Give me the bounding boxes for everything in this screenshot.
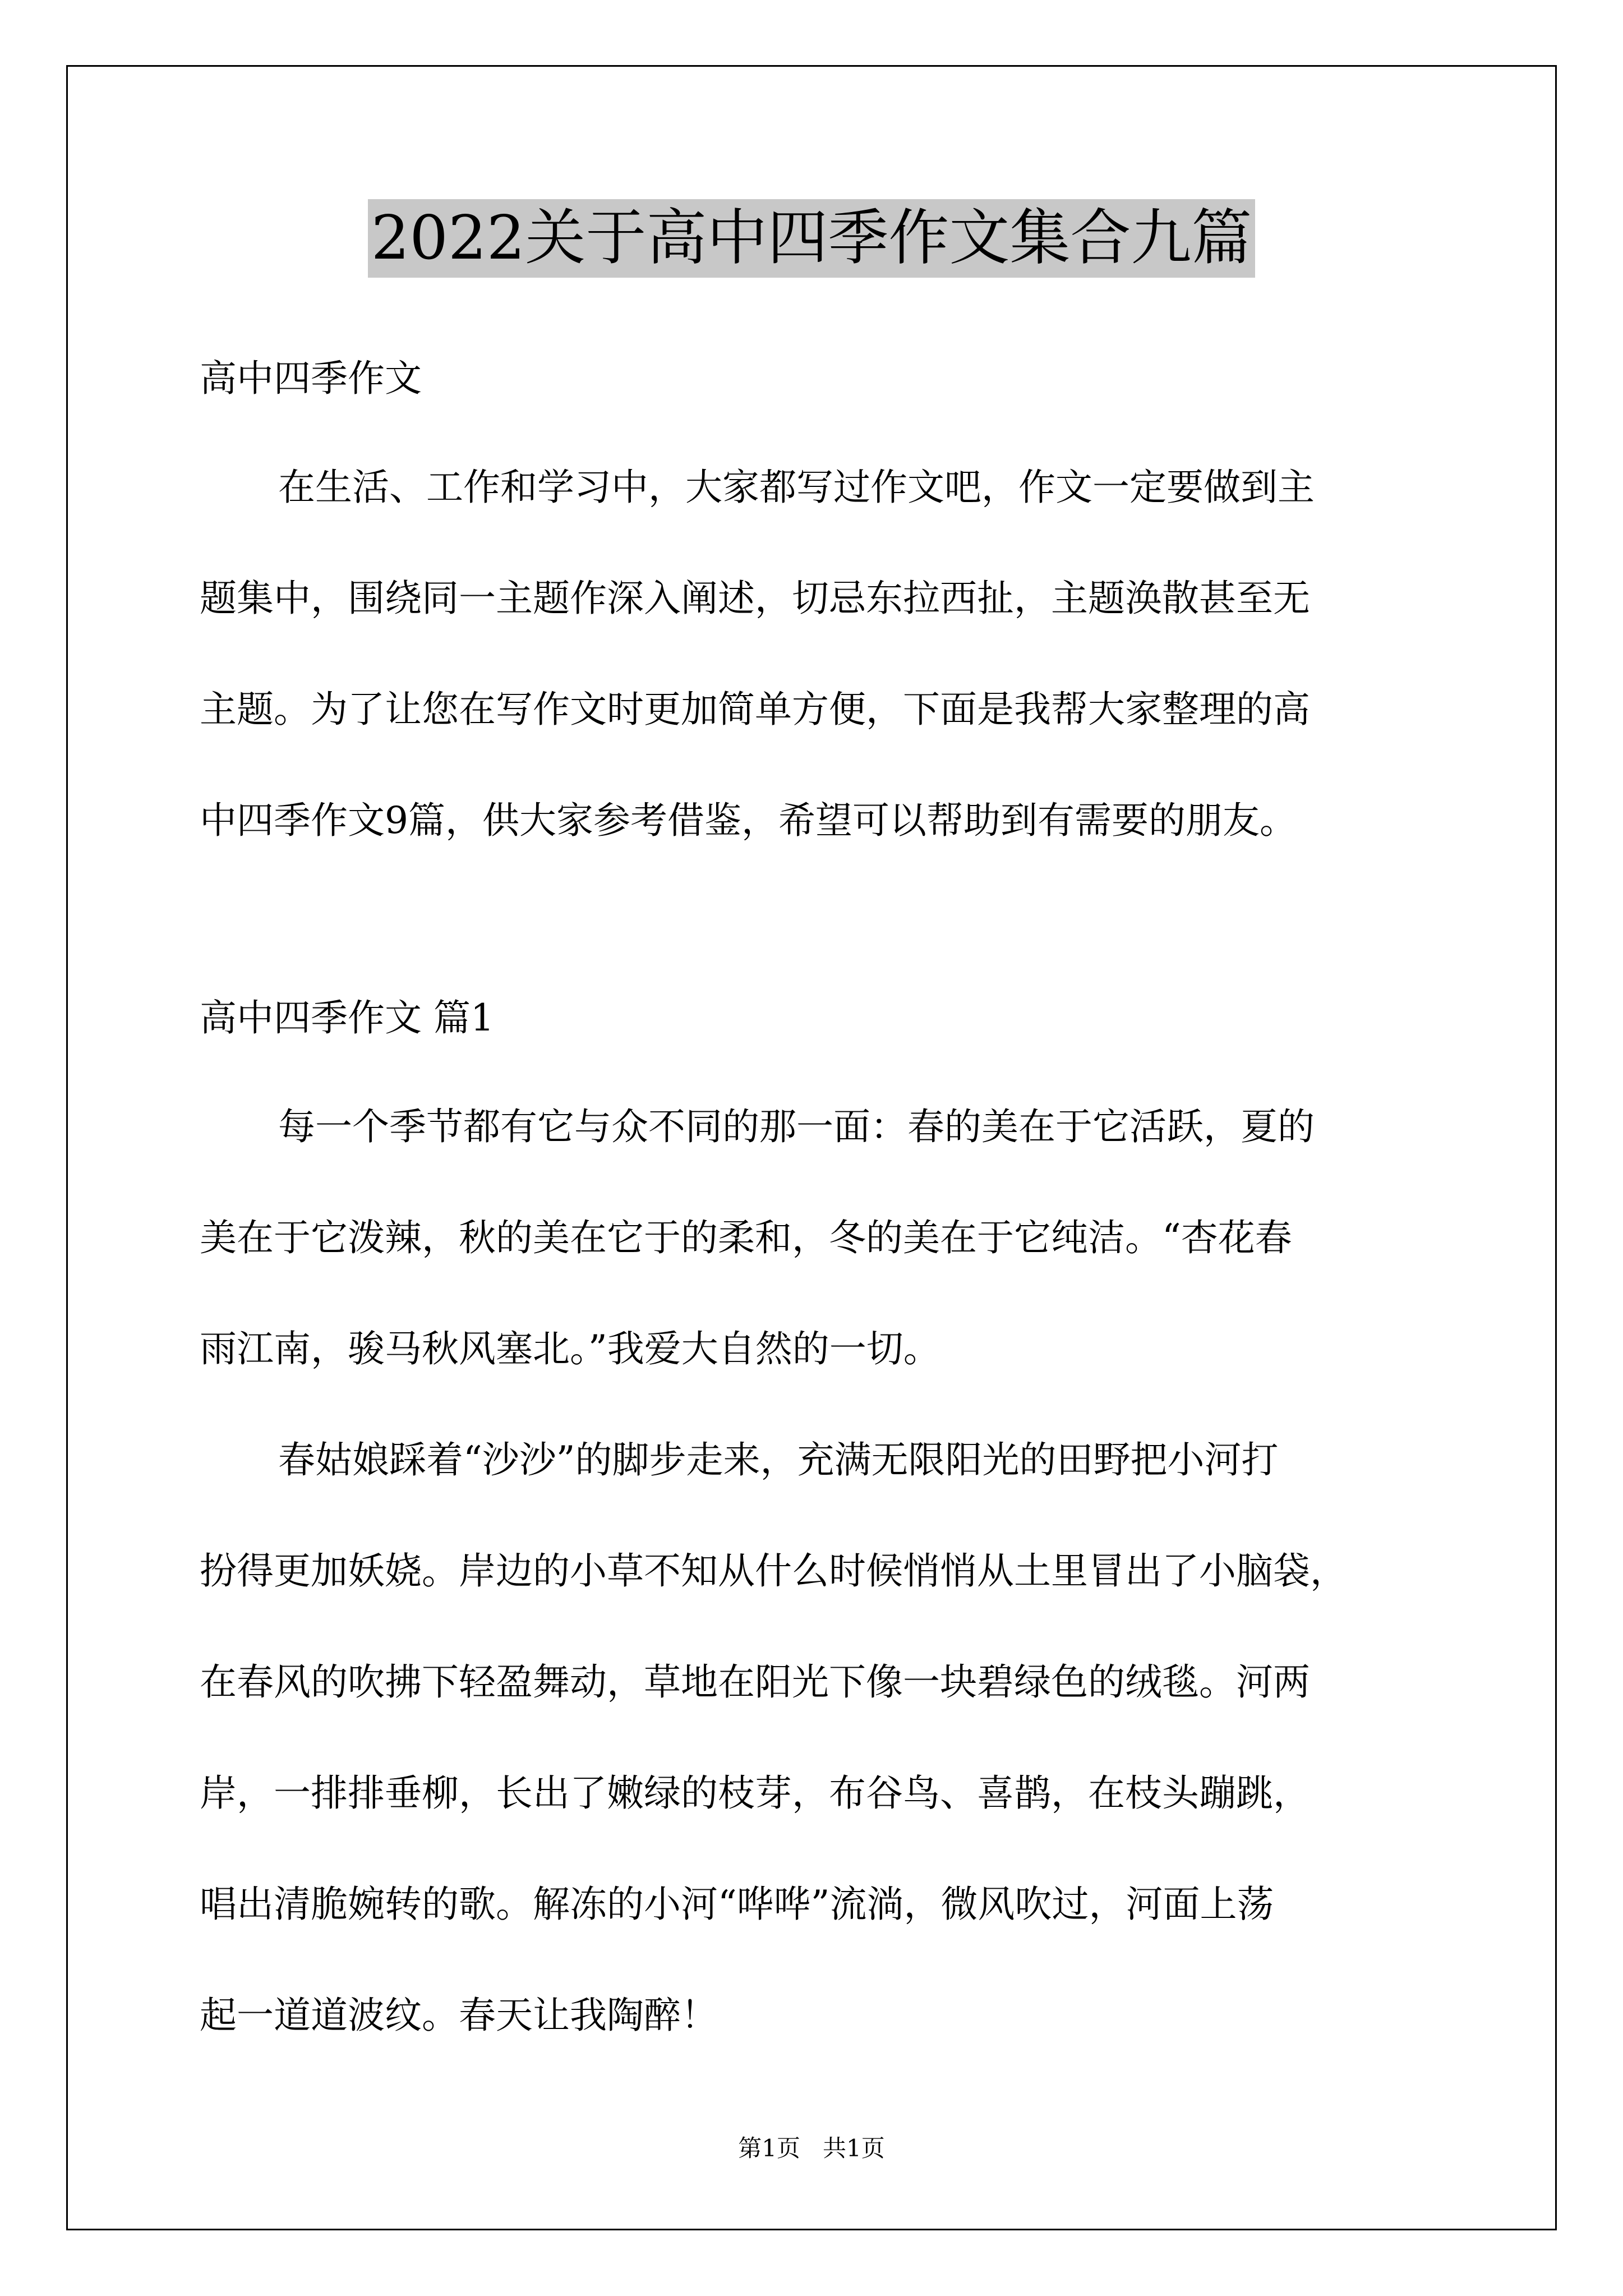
paragraph-line: 起一道道波纹。春天让我陶醉！ (200, 1994, 718, 2037)
paragraph-line: 美在于它泼辣，秋的美在它于的柔和，冬的美在于它纯洁。“杏花春 (200, 1216, 1292, 1259)
essay-1-paragraph-1 (200, 1071, 1433, 1405)
page-number-footer: 第1页 共1页 (738, 2134, 885, 2162)
section-heading-essay-1: 高中四季作文 篇1 (200, 996, 494, 1039)
essay-1-paragraph-2 (200, 1405, 1433, 2071)
intro-paragraph (200, 432, 1433, 876)
paragraph-line: 主题。为了让您在写作文时更加简单方便，下面是我帮大家整理的高 (200, 688, 1310, 731)
paragraph-line: 中四季作文9篇，供大家参考借鉴，希望可以帮助到有需要的朋友。 (200, 799, 1297, 842)
paragraph-line: 雨江南，骏马秋风塞北。”我爱大自然的一切。 (200, 1327, 940, 1370)
paragraph-line: 唱出清脆婉转的歌。解冻的小河“哗哗”流淌，微风吹过，河面上荡 (200, 1883, 1274, 1926)
title-container (0, 199, 1623, 278)
section-heading-intro: 高中四季作文 (200, 357, 422, 400)
document-title: 2022关于高中四季作文集合九篇 (368, 199, 1256, 278)
paragraph-line: 每一个季节都有它与众不同的那一面：春的美在于它活跃，夏的 (278, 1105, 1315, 1148)
paragraph-line: 春姑娘踩着“沙沙”的脚步走来，充满无限阳光的田野把小河打 (278, 1438, 1279, 1481)
paragraph-line: 扮得更加妖娆。岸边的小草不知从什么时候悄悄从土里冒出了小脑袋， (200, 1549, 1347, 1593)
paragraph-line: 岸，一排排垂柳，长出了嫩绿的枝芽，布谷鸟、喜鹊，在枝头蹦跳， (200, 1772, 1310, 1815)
paragraph-line: 在春风的吹拂下轻盈舞动，草地在阳光下像一块碧绿色的绒毯。河两 (200, 1660, 1310, 1704)
paragraph-line: 题集中，围绕同一主题作深入阐述，切忌东拉西扯，主题涣散甚至无 (200, 577, 1310, 620)
paragraph-line: 在生活、工作和学习中，大家都写过作文吧，作文一定要做到主 (278, 466, 1315, 509)
